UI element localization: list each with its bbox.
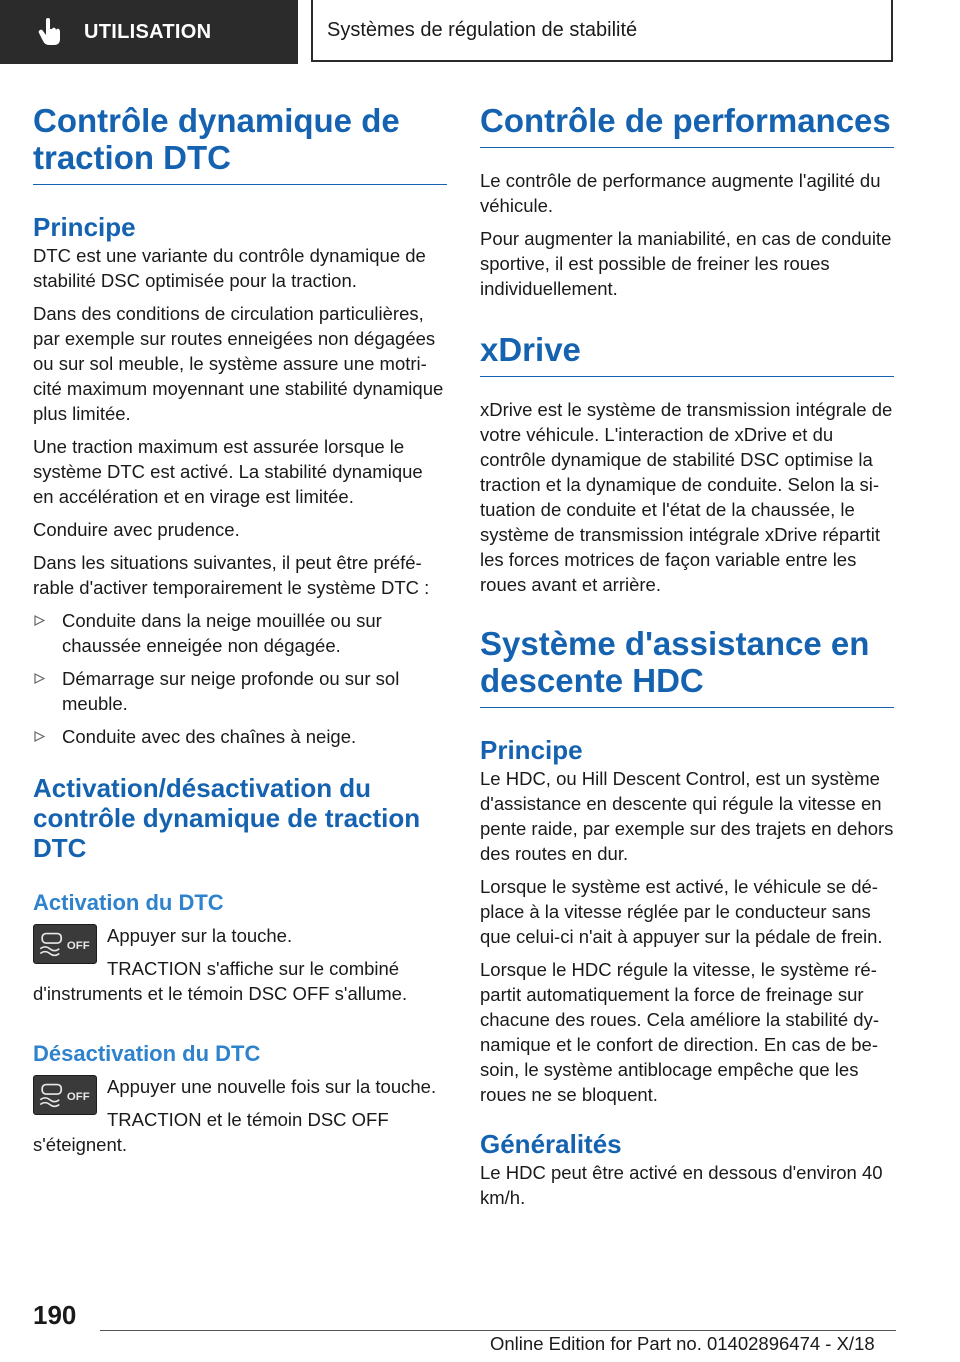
hdc-paragraph-3: Lorsque le HDC régule la vitesse, le système répartit automatiquement la force de freinage sur chacune des roues. Cela améliore la stabilité dynamique et le confort de direction. En cas de besoin, le système antiblocage empêche que les roues ne se bloquent. bbox=[480, 959, 879, 1105]
triangle-bullet-icon bbox=[34, 673, 45, 684]
dtc-paragraph-4: Conduire avec prudence. bbox=[33, 519, 240, 540]
page-number: 190 bbox=[33, 1300, 77, 1330]
svg-text:OFF: OFF bbox=[66, 939, 90, 952]
activation-result: TRACTION s'affiche sur le combiné d'instruments et le témoin DSC OFF s'allume. bbox=[33, 958, 408, 1004]
generalites-paragraph: Le HDC peut être activé en dessous d'environ 40 km/h. bbox=[480, 1162, 883, 1208]
svg-text:OFF: OFF bbox=[66, 1090, 90, 1103]
topic-title: Systèmes de régulation de stabilité bbox=[327, 18, 638, 41]
hdc-heading: Système d'assistance en descente HDC bbox=[480, 625, 894, 708]
list-item: Conduite dans la neige mouillée ou sur chaussée enneigée non dégagée. bbox=[33, 608, 447, 658]
performance-paragraph-1: Le contrôle de performance augmente l'agilité du véhicule. bbox=[480, 170, 881, 216]
dtc-bullet-list bbox=[33, 608, 447, 749]
performance-paragraph-2: Pour augmenter la maniabilité, en cas de conduite sportive, il est possible de freiner les roues individuellement. bbox=[480, 228, 892, 299]
activation-step: Appuyer sur la touche. bbox=[107, 925, 293, 946]
triangle-bullet-icon bbox=[34, 615, 45, 626]
hdc-paragraph-1: Le HDC, ou Hill Descent Control, est un système d'assistance en descente qui régule la vitesse en pente raide, par exemple sur des trajets en dehors des routes en dur. bbox=[480, 768, 894, 864]
dtc-paragraph-3: Une traction maximum est assurée lorsque le système DTC est activé. La stabilité dynamique en accélération et en virage est limitée. bbox=[33, 436, 423, 507]
edition-note: Online Edition for Part no. 01402896474 - X/18 bbox=[490, 1333, 875, 1354]
header-topic-block bbox=[311, 0, 893, 62]
activation-heading: Activation du DTC bbox=[33, 890, 224, 915]
left-column bbox=[33, 102, 447, 1157]
footer-divider bbox=[100, 1330, 896, 1331]
xdrive-heading: xDrive bbox=[480, 331, 894, 377]
section-title: UTILISATION bbox=[84, 20, 212, 43]
list-item: Démarrage sur neige profonde ou sur sol meuble. bbox=[33, 666, 447, 716]
hdc-paragraph-2: Lorsque le système est activé, le véhicule se déplace à la vitesse réglée par le conducteur sans que celui-ci n'ait à appuyer sur la pédale de frein. bbox=[480, 876, 883, 947]
dsc-off-button-icon bbox=[33, 1075, 97, 1115]
dsc-off-button-icon bbox=[33, 924, 97, 964]
header-section-block bbox=[0, 0, 298, 64]
list-item: Conduite avec des chaînes à neige. bbox=[33, 724, 447, 749]
triangle-bullet-icon bbox=[34, 731, 45, 742]
xdrive-paragraph: xDrive est le système de transmission intégrale de votre véhicule. L'interaction de xDrive et du contrôle dynamique de stabilité DSC optimise la traction et la dynamique de conduite. Selon la situation de conduite et l'état de la chaussée, le système de transmission intégrale xDrive répartit les forces motrices de façon variable entre les roues avant et arrière. bbox=[480, 399, 893, 595]
principe-heading-right: Principe bbox=[480, 735, 583, 765]
performance-heading: Contrôle de performances bbox=[480, 102, 894, 148]
activation-deactivation-heading: Activation/désactivation du contrôle dynamique de traction DTC bbox=[33, 773, 421, 863]
generalites-heading: Généralités bbox=[480, 1129, 622, 1159]
principe-heading-left: Principe bbox=[33, 212, 136, 242]
dtc-heading: Contrôle dynamique de traction DTC bbox=[33, 102, 447, 185]
dtc-paragraph-2: Dans des conditions de circulation particulières, par exemple sur routes enneigées non dégagées ou sur sol meuble, le système assure une motricité maximum moyennant une stabilité dynamique plus limitée. bbox=[33, 303, 444, 424]
dtc-paragraph-1: DTC est une variante du contrôle dynamique de stabilité DSC optimisée pour la traction. bbox=[33, 245, 426, 291]
deactivation-result: TRACTION et le témoin DSC OFF s'éteignent. bbox=[33, 1109, 389, 1155]
deactivation-heading: Désactivation du DTC bbox=[33, 1041, 261, 1066]
deactivation-step: Appuyer une nouvelle fois sur la touche. bbox=[107, 1076, 437, 1097]
hand-pointer-icon bbox=[38, 18, 62, 46]
dtc-paragraph-5: Dans les situations suivantes, il peut être préférable d'activer temporairement le système DTC : bbox=[33, 552, 430, 598]
right-column bbox=[480, 102, 894, 1210]
